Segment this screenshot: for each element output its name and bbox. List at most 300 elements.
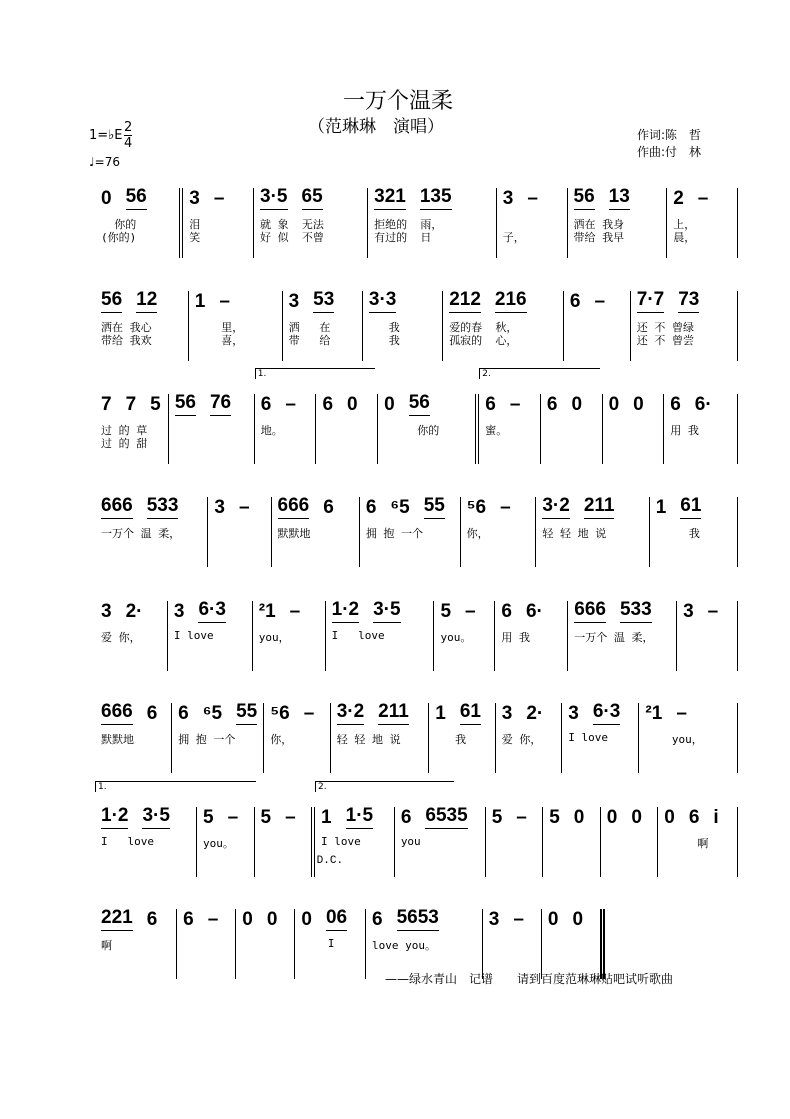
note-group: 0: [633, 394, 644, 415]
note-group: 6: [400, 807, 412, 828]
note-group: 0: [266, 909, 278, 930]
lyric-verse-1: I love: [101, 835, 154, 848]
lyric-verse-1: 用 我: [670, 424, 699, 437]
lyric-verse-2: [485, 435, 534, 448]
lyric-verse-2: [549, 848, 594, 861]
notes: [101, 176, 173, 210]
lyric-verse-2: [502, 744, 555, 757]
measure: [326, 601, 435, 671]
lyric-verse-2: 有过的 日: [374, 231, 432, 244]
singer: （范琳琳 演唱）: [308, 117, 444, 137]
lyric-verse-2: (你的): [101, 231, 137, 244]
measure: [443, 291, 564, 361]
lyric-verse-1: 蜜。: [485, 424, 508, 437]
notes: [321, 795, 388, 829]
notes: [664, 795, 731, 829]
note-group: ⁵6: [466, 497, 487, 518]
notes: [549, 795, 594, 829]
lyric-verse-2: [547, 435, 596, 448]
lyric-verse-1: 你的: [101, 218, 137, 231]
lyric-verse-1: 洒 在: [288, 321, 331, 334]
note-group: 3·5: [260, 186, 287, 210]
measure: [95, 703, 172, 773]
note-group: 5: [549, 807, 560, 828]
measure: [543, 807, 601, 877]
measure: [363, 291, 443, 361]
note-group: –: [516, 807, 527, 828]
notes: [101, 382, 162, 416]
note-group: 0: [384, 394, 395, 415]
note-group: –: [509, 394, 521, 415]
notes: [440, 589, 488, 623]
measure: [564, 291, 631, 361]
note-group: 6: [372, 909, 383, 930]
note-group: 61: [460, 701, 481, 725]
note-group: i: [713, 807, 719, 828]
notes: [568, 691, 632, 725]
lyric-verse-2: [261, 848, 306, 861]
measure: [429, 703, 495, 773]
lyric-verse-1: [242, 937, 288, 950]
notes: [101, 795, 190, 829]
notes: [489, 897, 535, 931]
measure: [536, 497, 649, 567]
measure: [479, 369, 541, 464]
notes: [467, 485, 530, 519]
lyric-verse-2: [322, 435, 371, 448]
note-group: 3: [683, 601, 694, 622]
note-group: ²1: [645, 703, 663, 724]
lyric-verse-1: [548, 937, 594, 950]
notes: [366, 485, 454, 519]
measure: [236, 909, 295, 979]
lyric-verse-1: [492, 835, 537, 848]
measure: [461, 497, 537, 567]
song-title-text: 一万个温柔: [342, 89, 453, 114]
note-group: ⁵6: [270, 703, 290, 724]
notes: [369, 279, 436, 313]
note-group: –: [465, 601, 476, 622]
note-group: 06: [326, 907, 347, 931]
lyric-verse-1: 轻 轻 地 说: [542, 527, 607, 540]
lyric-verse-1: 用 我: [501, 631, 530, 644]
score-system: [95, 703, 738, 773]
note-group: 1·5: [346, 805, 373, 829]
measure: [95, 782, 197, 877]
note-group: 7·7: [637, 289, 664, 313]
notes: [270, 691, 323, 725]
note-group: 6·3: [198, 599, 225, 623]
score-system: [95, 601, 738, 671]
lyric-verse-1: you。: [203, 837, 234, 850]
measure: [497, 188, 568, 258]
lyric-verse-2: 带 给: [288, 334, 331, 347]
measure: [667, 188, 738, 258]
lyric-verse-2: [489, 950, 535, 963]
lyric-verse-1: [570, 319, 624, 332]
measure: [169, 394, 255, 464]
measure: [677, 601, 738, 671]
measure: [283, 291, 363, 361]
lyric-verse-2: [259, 642, 319, 655]
note-group: 6: [688, 807, 700, 828]
notes: [174, 589, 246, 623]
lyric-verse-1: [175, 422, 248, 435]
lyric-verse-1: 洒在 我心: [101, 321, 152, 334]
measure: [568, 188, 668, 258]
note-group: 211: [584, 495, 615, 519]
lyric-verse-1: you，: [258, 631, 290, 644]
lyric-verse-1: 一万个 温 柔，: [101, 527, 181, 540]
note-group: 6: [183, 909, 194, 930]
lyric-verse-2: [401, 848, 479, 861]
lyric-verse-2: [203, 848, 248, 861]
note-group: 2: [673, 188, 684, 209]
note-group: 5653: [397, 907, 439, 931]
song-title: [0, 84, 790, 115]
note-group: –: [213, 188, 225, 209]
note-group: 666: [278, 495, 310, 519]
credits: [637, 127, 701, 161]
score-system: [95, 188, 738, 258]
lyric-verse-1: 轻 轻 地 说: [336, 733, 401, 746]
note-group: 1·2: [101, 805, 128, 829]
lyric-verse-2: [683, 642, 731, 655]
lyric-verse-2: [366, 538, 454, 551]
note-group: 5: [260, 807, 272, 828]
notes: [503, 176, 561, 210]
volta-bracket: 1.: [95, 781, 256, 792]
notes: [203, 795, 248, 829]
note-group: 53: [313, 289, 334, 313]
lyric-verse-2: 好 似 不曾: [260, 231, 324, 244]
notes: [214, 485, 264, 519]
measure: [495, 601, 568, 671]
note-group: –: [527, 188, 538, 209]
notes: [673, 176, 731, 210]
note-group: 3: [568, 703, 579, 724]
lyric-verse-1: 我: [368, 321, 400, 334]
notes: [574, 176, 661, 210]
notes: [372, 897, 476, 931]
note-group: 55: [424, 495, 445, 519]
note-group: 3·5: [142, 805, 169, 829]
note-group: 6535: [425, 805, 467, 829]
note-group: 6·3: [593, 701, 620, 725]
note-group: 0: [608, 394, 620, 415]
lyric-verse-1: [549, 835, 594, 848]
note-group: 56: [574, 186, 595, 210]
note-group: –: [289, 601, 301, 622]
note-group: 56: [175, 392, 196, 416]
lyric-verse-2: [175, 435, 248, 448]
note-group: 13: [609, 186, 630, 210]
lyric-verse-1: 泪: [189, 218, 201, 231]
lyric-verse-2: [101, 950, 170, 963]
notes: [656, 485, 731, 519]
note-group: –: [238, 497, 250, 518]
notes: [101, 485, 201, 519]
note-group: 56: [101, 289, 122, 313]
note-group: –: [285, 807, 296, 828]
notes: [278, 485, 353, 519]
lyric-verse-2: [321, 848, 388, 861]
meter-numerator: 2: [124, 120, 133, 135]
lyric-verse-2: 还 不 曾尝: [636, 334, 694, 347]
score-system: [95, 369, 738, 464]
measure: [272, 497, 360, 567]
measure: [264, 703, 330, 773]
notes: [101, 589, 161, 623]
lyric-verse-1: I love: [321, 835, 361, 848]
note-group: 0: [572, 909, 584, 930]
note-group: 1: [655, 497, 667, 518]
note-group: 321: [374, 186, 406, 210]
measure: [189, 291, 283, 361]
measure: [562, 703, 639, 773]
measure: [603, 394, 665, 464]
note-group: –: [594, 291, 606, 312]
lyric-verse-2: [570, 332, 624, 345]
measure: [197, 807, 255, 877]
lyric-verse-2: [574, 642, 670, 655]
lyric-verse-2: [101, 642, 161, 655]
note-group: 216: [495, 289, 527, 313]
lyric-verse-1: [183, 937, 229, 950]
lyric-verse-1: 拥 抱 一个: [365, 527, 424, 540]
notes: [449, 279, 557, 313]
note-group: 56: [409, 392, 430, 416]
notes: [195, 279, 276, 313]
lyric-verse-1: [547, 422, 596, 435]
note-group: 73: [678, 289, 699, 313]
note-group: 6: [323, 497, 334, 518]
lyric-verse-1: you: [400, 835, 421, 848]
volta-bracket: 1.: [255, 368, 376, 379]
lyric-verse-1: 就 象 无法: [260, 218, 324, 231]
measure: [95, 291, 189, 361]
note-group: 3: [214, 497, 225, 518]
notes: [101, 691, 165, 725]
lyric-verse-1: 默默地: [101, 733, 134, 746]
note-group: 5: [203, 807, 214, 828]
measure: [95, 394, 169, 464]
note-group: 6: [322, 394, 334, 415]
da-capo-mark: D.C.: [316, 855, 344, 867]
key-signature: 1=♭E: [89, 128, 123, 143]
notes: [260, 176, 361, 210]
measure: [172, 703, 264, 773]
lyric-verse-1: [322, 422, 371, 435]
measure: [168, 601, 253, 671]
note-group: 0: [606, 807, 618, 828]
notes: [301, 897, 359, 931]
note-group: 3: [488, 909, 500, 930]
note-group: 6: [569, 291, 581, 312]
measure: [601, 807, 659, 877]
lyric-verse-2: 我: [368, 334, 400, 347]
lyric-verse-2: [656, 538, 731, 551]
lyric-verse-2: [384, 435, 469, 448]
lyric-verse-2: [337, 744, 423, 757]
note-group: 3·2: [337, 701, 364, 725]
lyric-verse-2: [501, 642, 561, 655]
lyric-verse-2: [101, 848, 190, 861]
lyric-verse-1: 还 不 曾绿: [636, 321, 694, 334]
lyric-verse-2: [214, 538, 264, 551]
note-group: 76: [210, 392, 231, 416]
notes: [175, 382, 248, 416]
lyric-verse-2: [242, 950, 288, 963]
lyric-verse-2: 子，: [502, 231, 525, 244]
lyric-verse-1: 啊: [101, 939, 112, 952]
lyric-verse-1: 一万个 温 柔，: [574, 631, 654, 644]
lyricist: 作词:陈 哲: [637, 128, 702, 142]
note-group: –: [303, 703, 315, 724]
lyric-verse-2: 带给 我欢: [101, 334, 152, 347]
measure: [95, 909, 177, 979]
note-group: –: [285, 394, 296, 415]
note-group: ⁶5: [202, 703, 223, 724]
note-group: 211: [378, 701, 409, 725]
meter-denominator: 4: [124, 136, 133, 151]
note-group: 12: [136, 289, 157, 313]
notes: [570, 279, 624, 313]
note-group: 1: [321, 807, 332, 828]
notes: [645, 691, 731, 725]
note-group: 212: [449, 289, 481, 313]
measure: [639, 703, 738, 773]
lyric-verse-1: [489, 937, 535, 950]
note-group: 2·: [526, 703, 544, 724]
note-group: 5: [150, 394, 161, 415]
notes: [332, 589, 428, 623]
notes: [101, 897, 170, 931]
lyric-verse-1: I love: [568, 731, 608, 744]
lyric-verse-1: 我: [435, 733, 467, 746]
lyric-verse-1: 洒在 我身: [573, 218, 625, 231]
lyric-verse-1: 里，: [194, 321, 244, 334]
note-group: 6: [365, 497, 377, 518]
measure: [568, 601, 677, 671]
lyric-verse-1: 拒绝的 雨，: [374, 218, 443, 231]
lyric-verse-2: [261, 435, 310, 448]
note-group: 5: [440, 601, 452, 622]
note-group: 3: [173, 601, 185, 622]
measure: [255, 369, 317, 464]
note-group: 3·3: [369, 289, 396, 313]
note-group: 6·: [694, 394, 712, 415]
lyric-verse-2: [645, 744, 731, 757]
note-group: 7: [101, 394, 112, 415]
note-group: ²1: [258, 601, 276, 622]
notes: [242, 897, 288, 931]
note-group: 61: [680, 495, 701, 519]
lyric-verse-2: [301, 950, 359, 963]
measure: [434, 601, 495, 671]
measure: [331, 703, 430, 773]
note-group: 3·5: [373, 599, 400, 623]
note-group: 533: [147, 495, 179, 519]
measure: [315, 782, 395, 877]
note-group: 6: [485, 394, 496, 415]
measure: [208, 497, 271, 567]
lyric-verse-1: 啊: [664, 837, 709, 850]
lyric-verse-2: [548, 950, 594, 963]
measure: [631, 291, 738, 361]
notes: [637, 279, 731, 313]
lyric-verse-1: you，: [645, 733, 703, 746]
note-group: ⁶5: [390, 497, 410, 518]
note-group: –: [676, 703, 687, 724]
lyric-verse-2: [542, 538, 642, 551]
notes: [183, 897, 229, 931]
note-group: 6: [501, 601, 512, 622]
note-group: 3: [502, 188, 514, 209]
lyric-verse-2: [183, 950, 229, 963]
notes: [542, 485, 642, 519]
composer: 作曲:付 林: [637, 145, 702, 159]
lyric-verse-2: 带给 我早: [573, 231, 625, 244]
lyric-verse-1: [214, 525, 264, 538]
lyric-verse-1: [261, 835, 306, 848]
lyric-verse-1: 过 的 草: [101, 424, 148, 437]
note-group: –: [207, 909, 219, 930]
note-group: 0: [547, 909, 559, 930]
notes: [289, 279, 356, 313]
notes: [502, 691, 555, 725]
measure: [183, 188, 254, 258]
score-system: [95, 497, 738, 567]
note-group: 0: [664, 807, 675, 828]
notes: [492, 795, 537, 829]
notes: [547, 382, 596, 416]
notes: [683, 589, 731, 623]
note-group: 0: [631, 807, 642, 828]
notes: [384, 382, 469, 416]
lyric-verse-1: 爱的春 秋，: [449, 321, 518, 334]
notes: [189, 176, 247, 210]
measure: [483, 909, 542, 979]
lyric-verse-2: [607, 848, 652, 861]
note-group: 5: [491, 807, 503, 828]
note-group: 3: [101, 601, 112, 622]
lyric-verse-1: [607, 835, 652, 848]
lyric-verse-1: [683, 629, 731, 642]
measure: [95, 601, 168, 671]
measure: [253, 601, 326, 671]
lyric-verse-2: [664, 848, 731, 861]
lyric-verse-2: [372, 950, 476, 963]
note-group: 6: [146, 909, 158, 930]
note-group: 6: [178, 703, 189, 724]
note-group: –: [513, 909, 524, 930]
measure: [650, 497, 738, 567]
notes: [261, 795, 306, 829]
measure: [395, 807, 486, 877]
lyric-verse-1: 爱 你，: [101, 631, 141, 644]
measure: [496, 703, 562, 773]
note-group: 3: [189, 188, 200, 209]
notes: [607, 795, 652, 829]
score-system: [95, 291, 738, 361]
measure: [95, 497, 208, 567]
note-group: 56: [126, 186, 147, 210]
lyric-verse-2: [332, 642, 428, 655]
lyric-verse-2: [467, 538, 530, 551]
note-group: 6: [670, 394, 681, 415]
lyric-verse-1: [609, 422, 658, 435]
